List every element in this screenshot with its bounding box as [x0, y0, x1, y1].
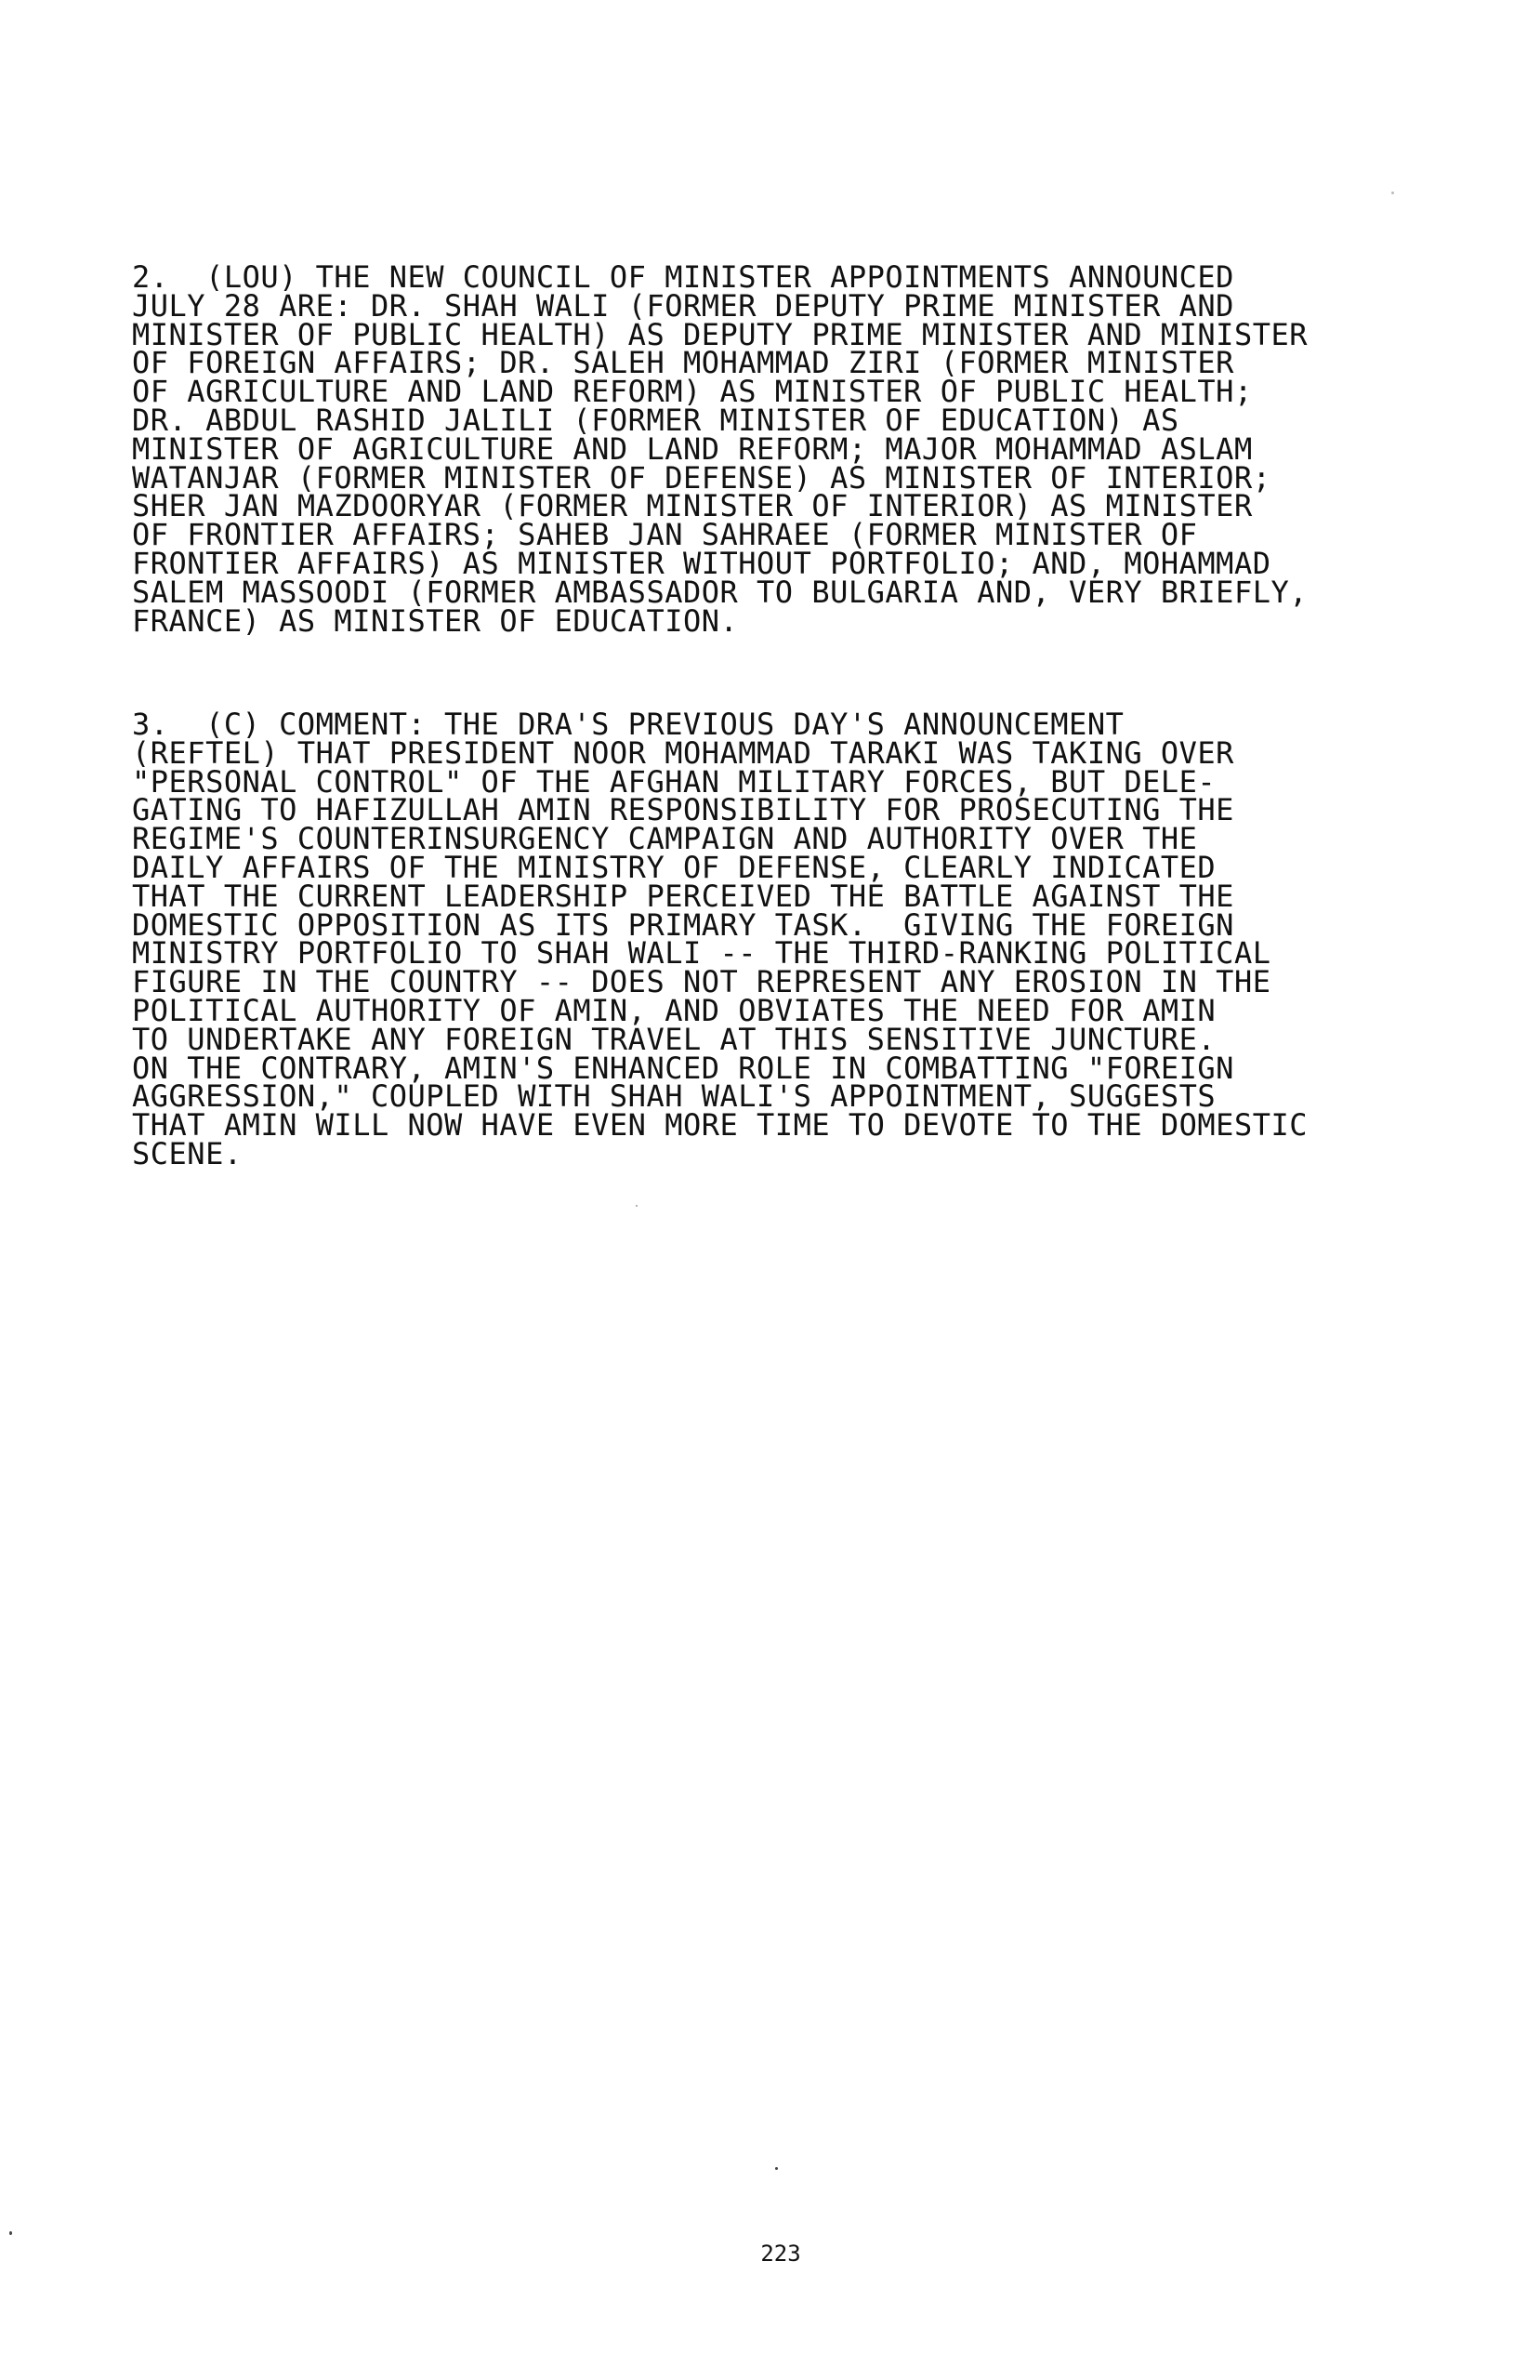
text-line: FRANCE) AS MINISTER OF EDUCATION.: [132, 602, 739, 639]
text-line: JULY 28 ARE: DR. SHAH WALI (FORMER DEPUTY PRIME MINISTER AND: [132, 287, 1234, 324]
text-line: OF FOREIGN AFFAIRS; DR. SALEH MOHAMMAD ZIRI (FORMER MINISTER: [132, 345, 1234, 381]
text-line: 3. (C) COMMENT: THE DRA'S PREVIOUS DAY'S ANNOUNCEMENT: [132, 707, 1125, 742]
text-line: TO UNDERTAKE ANY FOREIGN TRAVEL AT THIS SENSITIVE JUNCTURE.: [132, 1021, 1217, 1057]
scan-speck: [1391, 192, 1394, 194]
scan-speck: [636, 1205, 638, 1207]
text-line: FIGURE IN THE COUNTRY -- DOES NOT REPRESENT ANY EROSION IN THE: [132, 964, 1271, 1000]
text-line: WATANJAR (FORMER MINISTER OF DEFENSE) AS MINISTER OF INTERIOR;: [132, 459, 1271, 496]
paragraph-2: [132, 259, 1308, 639]
text-line: (REFTEL) THAT PRESIDENT NOOR MOHAMMAD TARAKI WAS TAKING OVER: [132, 734, 1234, 771]
text-line: SHER JAN MAZDOORYAR (FORMER MINISTER OF INTERIOR) AS MINISTER: [132, 488, 1253, 524]
text-line: 2. (LOU) THE NEW COUNCIL OF MINISTER APPOINTMENTS ANNOUNCED: [132, 259, 1234, 295]
text-line: GATING TO HAFIZULLAH AMIN RESPONSIBILITY FOR PROSECUTING THE: [132, 792, 1234, 828]
text-line: SCENE.: [132, 1135, 243, 1171]
text-line: DOMESTIC OPPOSITION AS ITS PRIMARY TASK. GIVING THE FOREIGN: [132, 906, 1234, 943]
text-line: ON THE CONTRARY, AMIN'S ENHANCED ROLE IN COMBATTING "FOREIGN: [132, 1050, 1234, 1086]
scan-speck: [9, 2231, 12, 2235]
text-line: MINISTER OF PUBLIC HEALTH) AS DEPUTY PRIME MINISTER AND MINISTER: [132, 316, 1308, 352]
text-line: POLITICAL AUTHORITY OF AMIN, AND OBVIATES THE NEED FOR AMIN: [132, 992, 1217, 1028]
text-line: DR. ABDUL RASHID JALILI (FORMER MINISTER OF EDUCATION) AS: [132, 402, 1179, 438]
text-line: "PERSONAL CONTROL" OF THE AFGHAN MILITARY FORCES, BUT DELE-: [132, 763, 1217, 800]
text-line: MINISTER OF AGRICULTURE AND LAND REFORM; MAJOR MOHAMMAD ASLAM: [132, 430, 1253, 467]
text-line: FRONTIER AFFAIRS) AS MINISTER WITHOUT PORTFOLIO; AND, MOHAMMAD: [132, 545, 1271, 581]
text-line: THAT AMIN WILL NOW HAVE EVEN MORE TIME TO DEVOTE TO THE DOMESTIC: [132, 1107, 1308, 1144]
text-line: AGGRESSION," COUPLED WITH SHAH WALI'S APPOINTMENT, SUGGESTS: [132, 1078, 1217, 1115]
text-line: DAILY AFFAIRS OF THE MINISTRY OF DEFENSE, CLEARLY INDICATED: [132, 849, 1217, 885]
text-line: SALEM MASSOODI (FORMER AMBASSADOR TO BULGARIA AND, VERY BRIEFLY,: [132, 574, 1308, 610]
scan-speck: [775, 2167, 778, 2170]
paragraph-3: [132, 707, 1308, 1171]
text-line: OF FRONTIER AFFAIRS; SAHEB JAN SAHRAEE (FORMER MINISTER OF: [132, 517, 1198, 553]
text-line: THAT THE CURRENT LEADERSHIP PERCEIVED THE BATTLE AGAINST THE: [132, 878, 1234, 914]
text-line: OF AGRICULTURE AND LAND REFORM) AS MINISTER OF PUBLIC HEALTH;: [132, 374, 1253, 410]
page-number: 223: [760, 2241, 801, 2267]
text-line: MINISTRY PORTFOLIO TO SHAH WALI -- THE THIRD-RANKING POLITICAL: [132, 935, 1271, 972]
text-line: REGIME'S COUNTERINSURGENCY CAMPAIGN AND AUTHORITY OVER THE: [132, 821, 1198, 857]
